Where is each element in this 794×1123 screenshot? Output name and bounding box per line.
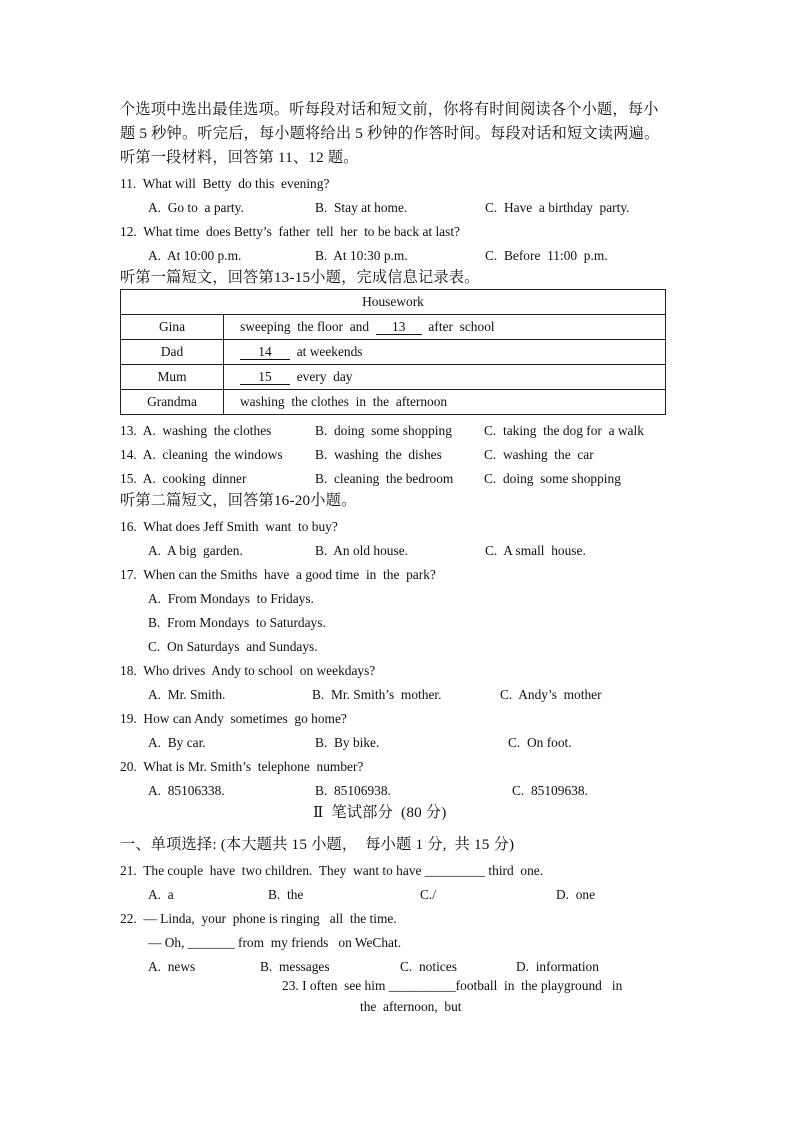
question-11-option-c: C. Have a birthday party.	[485, 200, 630, 215]
table-row-name: Dad	[121, 340, 224, 365]
question-16-option-b: B. An old house.	[315, 543, 408, 558]
question-21-stem: 21. The couple have two children. They want to have _________ third one.	[120, 863, 544, 878]
question-12-option-b: B. At 10:30 p.m.	[315, 248, 408, 263]
question-19-option-c: C. On foot.	[508, 735, 572, 750]
table-row	[121, 340, 666, 365]
section-header-1: 听第一段材料，回答第 11、12 题。	[120, 149, 359, 166]
question-14-option-a: 14. A. cleaning the windows	[120, 447, 283, 462]
question-16-option-c: C. A small house.	[485, 543, 586, 558]
question-20-option-b: B. 85106938.	[315, 783, 391, 798]
question-17-option-a: A. From Mondays to Fridays.	[148, 591, 314, 606]
question-22-option-d: D. information	[516, 959, 599, 974]
question-22-option-c: C. notices	[400, 959, 457, 974]
question-17-stem: 17. When can the Smiths have a good time in the park?	[120, 567, 436, 582]
question-15-option-c: C. doing some shopping	[484, 471, 621, 486]
question-17-option-c: C. On Saturdays and Sundays.	[148, 639, 318, 654]
table-row-task: washing the clothes in the afternoon	[224, 390, 666, 415]
question-12-stem: 12. What time does Betty’s father tell her to be back at last?	[120, 224, 460, 239]
question-14-option-b: B. washing the dishes	[315, 447, 442, 462]
section-header-4: 一、单项选择: (本大题共 15 小题， 每小题 1 分, 共 15 分)	[120, 836, 515, 853]
table-row-task	[224, 365, 666, 390]
question-21-option-c: C./	[420, 887, 436, 902]
question-11-stem: 11. What will Betty do this evening?	[120, 176, 330, 191]
answer-blank: 13	[376, 320, 422, 335]
question-18-option-c: C. Andy’s mother	[500, 687, 602, 702]
question-22-option-b: B. messages	[260, 959, 330, 974]
question-14-option-c: C. washing the car	[484, 447, 594, 462]
table-row	[121, 315, 666, 340]
question-19-option-b: B. By bike.	[315, 735, 380, 750]
section-header-3: 听第二篇短文，回答第16-20小题。	[120, 492, 357, 509]
answer-blank: 14	[240, 345, 290, 360]
question-22-line-1: 22. — Linda, your phone is ringing all the time.	[120, 911, 397, 926]
question-21-option-d: D. one	[556, 887, 596, 902]
question-11-option-b: B. Stay at home.	[315, 200, 408, 215]
question-19-option-a: A. By car.	[148, 735, 206, 750]
question-16-stem: 16. What does Jeff Smith want to buy?	[120, 519, 338, 534]
table-row	[121, 365, 666, 390]
question-16-option-a: A. A big garden.	[148, 543, 243, 558]
table-title: Housework	[121, 290, 666, 315]
question-13-option-a: 13. A. washing the clothes	[120, 423, 272, 438]
answer-blank: 15	[240, 370, 290, 385]
question-22-option-a: A. news	[148, 959, 196, 974]
task-text: every day	[290, 369, 353, 384]
question-20-option-c: C. 85109638.	[512, 783, 588, 798]
question-21-option-a: A. a	[148, 887, 174, 902]
table-row-name: Grandma	[121, 390, 224, 415]
table-row-name: Mum	[121, 365, 224, 390]
section-header-2: 听第一篇短文，回答第13-15小题，完成信息记录表。	[120, 269, 480, 286]
question-18-option-a: A. Mr. Smith.	[148, 687, 226, 702]
task-text: after school	[421, 319, 495, 334]
table-row-name: Gina	[121, 315, 224, 340]
question-13-option-c: C. taking the dog for a walk	[484, 423, 644, 438]
question-18-option-b: B. Mr. Smith’s mother.	[312, 687, 442, 702]
question-15-option-b: B. cleaning the bedroom	[315, 471, 454, 486]
intro-line-2: 题 5 秒钟。听完后，每小题将给出 5 秒钟的作答时间。每段对话和短文读两遍。	[120, 125, 660, 142]
table-row-task	[224, 340, 666, 365]
question-22-line-2: — Oh, _______ from my friends on WeChat.	[148, 935, 402, 950]
question-17-option-b: B. From Mondays to Saturdays.	[148, 615, 326, 630]
question-11-option-a: A. Go to a party.	[148, 200, 244, 215]
table-row	[121, 390, 666, 415]
table-row-task	[224, 315, 666, 340]
question-12-option-c: C. Before 11:00 p.m.	[485, 248, 608, 263]
housework-table	[120, 289, 666, 415]
task-text: at weekends	[290, 344, 363, 359]
question-23-line-1: 23. I often see him __________football in the playground in	[282, 978, 623, 993]
question-13-option-b: B. doing some shopping	[315, 423, 452, 438]
question-21-option-b: B. the	[268, 887, 304, 902]
question-12-option-a: A. At 10:00 p.m.	[148, 248, 242, 263]
question-19-stem: 19. How can Andy sometimes go home?	[120, 711, 347, 726]
question-18-stem: 18. Who drives Andy to school on weekdays?	[120, 663, 376, 678]
intro-line-1: 个选项中选出最佳选项。听每段对话和短文前，你将有时间阅读各个小题，每小	[120, 101, 659, 118]
question-23-line-2: the afternoon, but	[360, 999, 462, 1014]
question-20-stem: 20. What is Mr. Smith’s telephone number?	[120, 759, 364, 774]
question-20-option-a: A. 85106338.	[148, 783, 225, 798]
table-title-row	[121, 290, 666, 315]
part-2-header: Ⅱ 笔试部分 (80 分)	[313, 804, 447, 821]
task-text: sweeping the floor and	[240, 319, 376, 334]
question-15-option-a: 15. A. cooking dinner	[120, 471, 247, 486]
